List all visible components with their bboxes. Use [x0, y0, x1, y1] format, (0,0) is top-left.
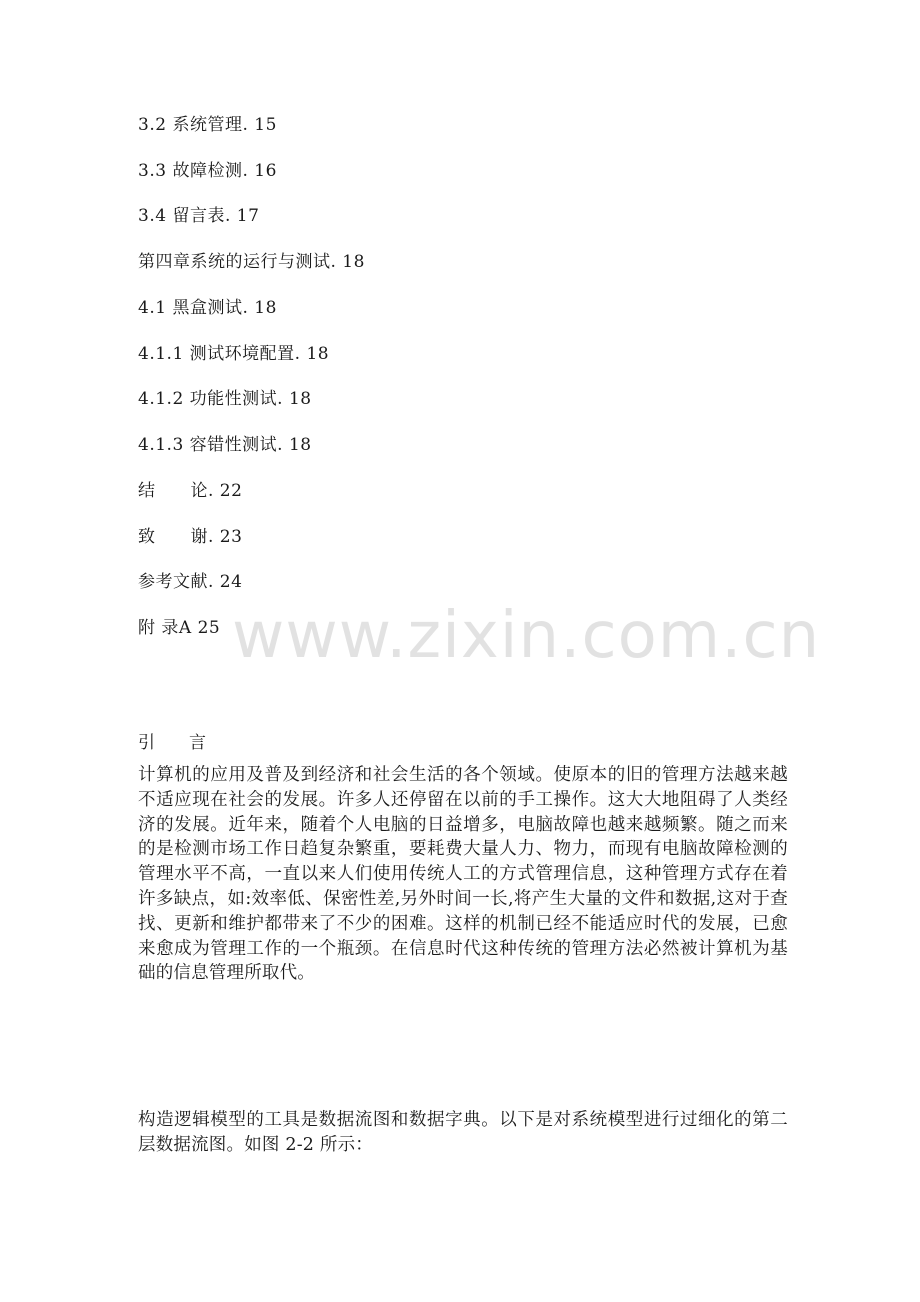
intro-heading: 引 言 [138, 733, 206, 753]
body-paragraph: 构造逻辑模型的工具是数据流图和数据字典。以下是对系统模型进行过细化的第二层数据流图。如图 2-2 所示： [138, 1110, 788, 1155]
toc-entry: 结 论. 22 [138, 481, 243, 501]
toc-entry: 3.2 系统管理. 15 [138, 115, 277, 135]
watermark: www.zixin.com.cn [232, 599, 821, 673]
toc-entry: 4.1 黑盒测试. 18 [138, 298, 277, 318]
toc-entry: 3.3 故障检测. 16 [138, 161, 277, 181]
intro-paragraph: 计算机的应用及普及到经济和社会生活的各个领域。使原本的旧的管理方法越来越不适应现在社会的发展。许多人还停留在以前的手工操作。这大大地阻碍了人类经济的发展。近年来，随着个人电脑的日益增多，电脑故障也越来越频繁。随之而来的是检测市场工作日趋复杂繁重，要耗费大量人力、物力，而现有电脑故障检测的管理水平不高，一直以来人们使用传统人工的方式管理信息，这种管理方式存在着许多缺点，如:效率低、保密性差,另外时间一长,将产生大量的文件和数据,这对于查找、更新和维护都带来了不少的困难。这样的机制已经不能适应时代的发展，已愈来愈成为管理工作的一个瓶颈。在信息时代这种传统的管理方法必然被计算机为基础的信息管理所取代。 [138, 765, 788, 984]
toc-entry: 4.1.1 测试环境配置. 18 [138, 344, 330, 364]
toc-entry: 4.1.2 功能性测试. 18 [138, 389, 312, 409]
toc-entry: 第四章系统的运行与测试. 18 [138, 252, 365, 272]
toc-entry: 参考文献. 24 [138, 572, 243, 592]
toc-entry: 附 录A 25 [138, 618, 221, 638]
toc-entry: 3.4 留言表. 17 [138, 206, 260, 226]
toc-entry: 致 谢. 23 [138, 527, 243, 547]
toc-entry: 4.1.3 容错性测试. 18 [138, 435, 312, 455]
